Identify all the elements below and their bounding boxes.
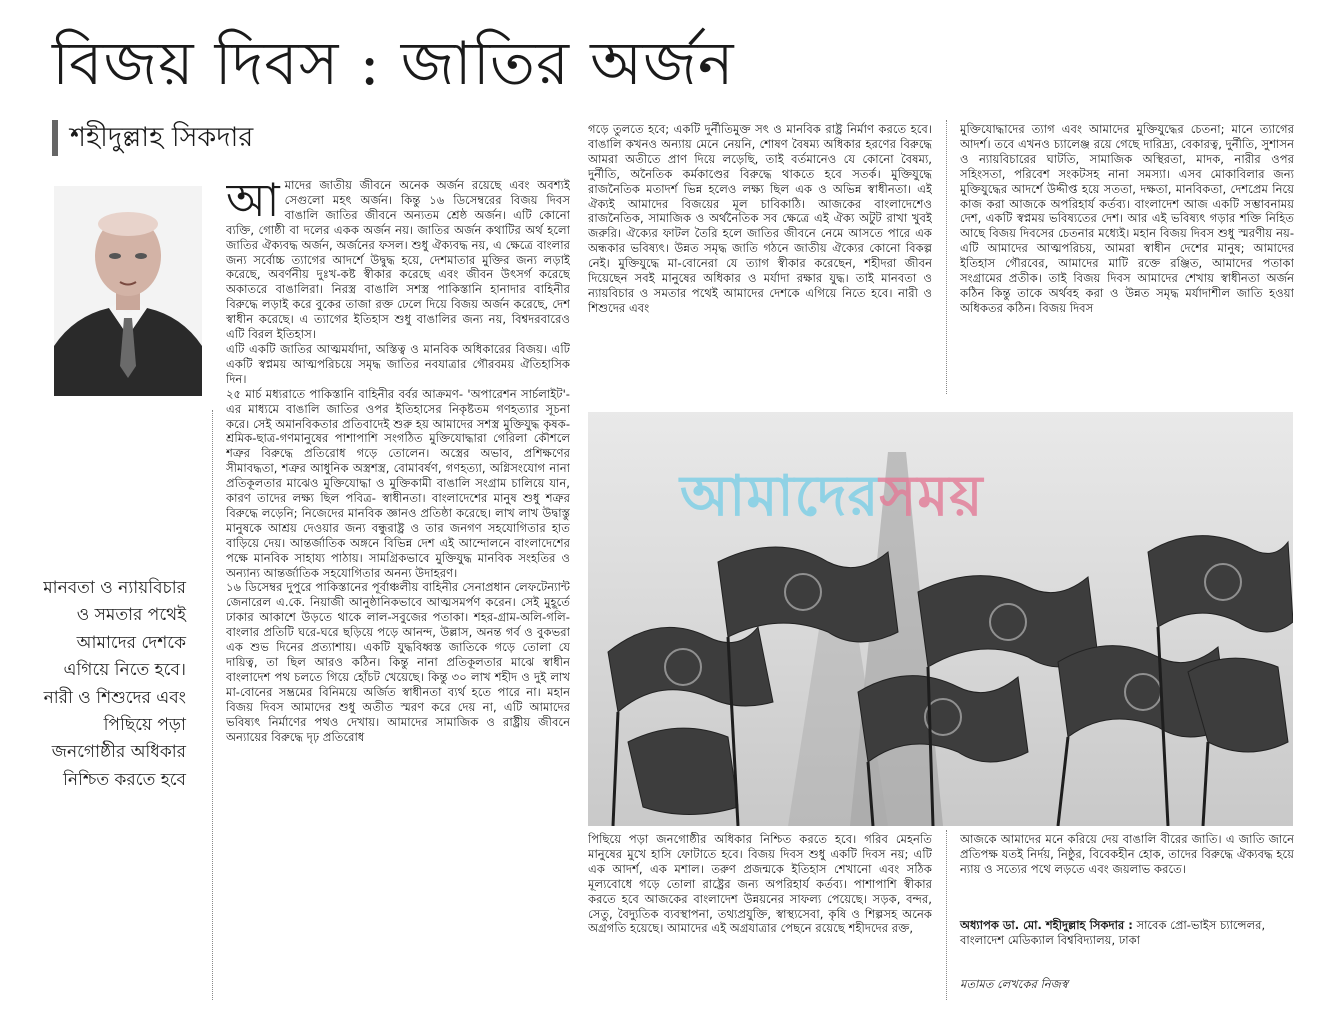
paragraph: ১৬ ডিসেম্বর দুপুরে পাকিস্তানের পূর্বাঞ্চলীয় বাহিনীর সেনাপ্রধান লেফটেন্যান্ট জেনারেল এ.কে. নিয়াজী আনুষ্ঠানিকভাবে আত্মসমর্পণ করেন। সেই মুহূর্তে ঢাকার আকাশে উড়তে থাকে লাল-সবুজের পতাকা। শহর-গ্রাম-অলি-গলি- বাংলার প্রতিটি ঘরে-ঘরে ছড়িয়ে পড়ে আনন্দ, উল্লাস, অনন্ত গর্ব ও বুকভরা এক শুভ দিনের প্রত্যাশায়। একটি যুদ্ধবিধ্বস্ত জাতিকে গড়ে তোলা যে দায়িত্ব, তা ছিল আরও কঠিন। কিন্তু নানা প্রতিকূলতার মাঝে স্বাধীন বাংলাদেশ পথ চলতে গিয়ে হোঁচট খেয়েছে। কিন্তু ৩০ লাখ শহীদ ও দুই লাখ মা-বোনের সম্ভ্রমের বিনিময়ে অর্জিত স্বাধীনতা ব্যর্থ হতে পারে না। মহান বিজয় দিবস আমাদের শুধু অতীত স্মরণ করে দেয় না, এটি আমাদের ভবিষ্যৎ নির্মাণের পথও দেখায়। আমাদের সামাজিক ও রাষ্ট্রীয় জীবনে অন্যায়ের বিরুদ্ধে দৃঢ় প্রতিরোধ <box>226 580 570 744</box>
byline: শহীদুল্লাহ সিকদার <box>52 120 253 156</box>
headline: বিজয় দিবস : জাতির অর্জন <box>52 29 735 99</box>
article-column-3-top <box>960 122 1294 390</box>
author-description: সাবেক প্রো-ভাইস চ্যান্সেলর, বাংলাদেশ মেডিক্যাল বিশ্ববিদ্যালয়, ঢাকা <box>960 918 1266 947</box>
column-divider <box>946 830 947 1000</box>
article-column-3-bottom <box>960 832 1294 896</box>
opinion-disclaimer: মতামত লেখকের নিজস্ব <box>960 977 1068 991</box>
paragraph: এটি একটি জাতির আত্মমর্যাদা, অস্তিত্ব ও মানবিক অধিকারের বিজয়। এটি একটি স্বপ্নময় আত্মপরিচয়ে সমৃদ্ধ জাতির নবযাত্রার গৌরবময় ঐতিহাসিক দিন। <box>226 341 570 386</box>
author-note <box>960 918 1294 948</box>
drop-cap: আ <box>226 178 280 227</box>
paragraph: আজকে আমাদের মনে করিয়ে দেয় বাঙালি বীরের জাতি। এ জাতি জানে প্রতিপক্ষ যতই নির্দয়, নিষ্ঠুর, বিবেকহীন হোক, তাদের বিরুদ্ধে ঐক্যবদ্ধ হয়ে ন্যায় ও সত্যের পথে লড়তে এবং জয়লাভ করতে। <box>960 832 1294 876</box>
paragraph: মাদের জাতীয় জীবনে অনেক অর্জন রয়েছে এবং অবশ্যই সেগুলো মহৎ অর্জন। কিন্তু ১৬ ডিসেম্বরের বিজয় দিবস বাঙালি জাতির জীবনে অন্যতম শ্রেষ্ঠ অর্জন। এটি কোনো ব্যক্তি, গোষ্ঠী বা দলের একক অর্জন নয়। জাতির অর্জন কথাটির অর্থ হলো জাতির ঐক্যবদ্ধ অর্জন, অর্জনের ফসল। শুধু ঐক্যবদ্ধ নয়, এ ক্ষেত্রে বাংলার জন্য সর্বোচ্চ ত্যাগের আদর্শে উদ্বুদ্ধ হয়ে, দেশমাতার মুক্তির জন্য লড়াই করেছে, অবর্ণনীয় দুঃখ-কষ্ট স্বীকার করেছে এবং জীবন উৎসর্গ করেছে অকাতরে বাঙালিরা। নিরস্ত্র বাঙালি সশস্ত্র পাকিস্তানি হানাদার বাহিনীর বিরুদ্ধে লড়াই করে বুকের তাজা রক্ত ঢেলে দিয়ে বিজয় অর্জন করেছে, দেশ স্বাধীন করেছে। এ ত্যাগের ইতিহাস শুধু বাঙালির জন্য নয়, বিশ্বদরবারেও এটি বিরল ইতিহাস। <box>226 178 570 342</box>
author-name: অধ্যাপক ডা. মো. শহীদুল্লাহ সিকদার : <box>960 918 1133 932</box>
paragraph: গড়ে তুলতে হবে; একটি দুর্নীতিমুক্ত সৎ ও মানবিক রাষ্ট্র নির্মাণ করতে হবে। বাঙালি কখনও অন্যায় মেনে নেয়নি, শোষণ বৈষম্য অধিকার হরণের বিরুদ্ধে আমরা অতীতে প্রাণ দিয়ে লড়েছি, তাই বর্তমানেও যে কোনো বৈষম্য, দুর্নীতি, অনৈতিক কর্মকাণ্ডের বিরুদ্ধে থাকতে হবে সতর্ক। মুক্তিযুদ্ধে রাজনৈতিক মতাদর্শ ভিন্ন হলেও লক্ষ্য ছিল এক ও অভিন্ন স্বাধীনতা। এই ঐক্যই আমাদের বিজয়ের মূল চাবিকাঠি। আজকের বাংলাদেশেও রাজনৈতিক, সামাজিক ও অর্থনৈতিক সব ক্ষেত্রে এই ঐক্য অটুট রাখা খুবই জরুরি। ঐক্যের ফাটল তৈরি হলে জাতির জীবনে নেমে আসতে পারে এক অন্ধকার ভবিষ্যৎ। উন্নত সমৃদ্ধ জাতি গঠনে জাতীয় ঐক্যের কোনো বিকল্প নেই। মুক্তিযুদ্ধে মা-বোনেরা যে ত্যাগ স্বীকার করেছেন, শহীদরা জীবন দিয়েছেন সবই মানুষের অধিকার ও মর্যাদা রক্ষার যুদ্ধ। তাই মানবতা ও ন্যায়বিচার ও সমতার পথেই আমাদের দেশকে এগিয়ে নিতে হবে। নারী ও শিশুদের এবং <box>588 122 932 315</box>
watermark-logo <box>680 462 983 532</box>
article-column-1 <box>226 178 570 1000</box>
author-photo <box>54 186 202 396</box>
pull-quote: মানবতা ও ন্যায়বিচার ও সমতার পথেই আমাদের দেশকে এগিয়ে নিতে হবে। নারী ও শিশুদের এবং পিছিয়ে পড়া জনগোষ্ঠীর অধিকার নিশ্চিত করতে হবে <box>43 578 186 790</box>
article-column-2-bottom <box>588 832 932 1000</box>
column-divider <box>946 120 947 394</box>
paragraph: মুক্তিযোদ্ধাদের ত্যাগ এবং আমাদের মুক্তিযুদ্ধের চেতনা; মানে ত্যাগের আদর্শ। তবে এখনও চ্যালেঞ্জ রয়ে গেছে দারিদ্র্য, বেকারত্ব, দুর্নীতি, সুশাসন ও ন্যায়বিচারের ঘাটতি, সামাজিক অস্থিরতা, মাদক, নারীর ওপর সহিংসতা, পরিবেশ সংকটসহ নানা সমস্যা। এসব মোকাবিলার জন্য মুক্তিযুদ্ধের আদর্শে উদ্দীপ্ত হয়ে সততা, দক্ষতা, মানবিকতা, দেশপ্রেম নিয়ে কাজ করা আজকে অপরিহার্য কর্তব্য। বাংলাদেশ আজ একটি সম্ভাবনাময় দেশ, একটি স্বপ্নময় ভবিষ্যতের দেশ। আর এই ভবিষ্যৎ গড়ার শক্তি নিহিত আছে বিজয় দিবসের চেতনার মধ্যেই। মহান বিজয় দিবস শুধু স্মরণীয় নয়- এটি আমাদের আত্মপরিচয়, আমরা স্বাধীন দেশের মানুষ; আমাদের ইতিহাস গৌরবের, আমাদের মাটি রক্তে রঞ্জিত, আমাদের পতাকা সংগ্রামের প্রতীক। তাই বিজয় দিবস আমাদের শেখায় স্বাধীনতা অর্জন কঠিন কিন্তু তাকে অর্থবহ করা ও উন্নত সমৃদ্ধ মর্যাদাশীল জাতি হওয়া অধিকতর কঠিন। বিজয় দিবস <box>960 122 1294 315</box>
article-column-2-top <box>588 122 932 390</box>
column-divider <box>212 410 213 1000</box>
watermark-part-1: আমাদের <box>680 464 880 529</box>
watermark-part-2: সময় <box>879 464 984 529</box>
paragraph: পিছিয়ে পড়া জনগোষ্ঠীর অধিকার নিশ্চিত করতে হবে। গরিব মেহনতি মানুষের মুখে হাসি ফোটাতে হবে। বিজয় দিবস শুধু একটি দিবস নয়; এটি এক আদর্শ, এক মশাল। তরুণ প্রজন্মকে ইতিহাস শেখানো এবং সঠিক মূল্যবোধে গড়ে তোলা রাষ্ট্রের জন্য অপরিহার্য কর্তব্য। পাশাপাশি স্বীকার করতে হবে আজকের বাংলাদেশ উন্নয়নের সাফল্য পেয়েছে। সড়ক, বন্দর, সেতু, বৈদ্যুতিক ব্যবস্থাপনা, তথ্যপ্রযুক্তি, স্বাস্থ্যসেবা, কৃষি ও শিল্পসহ অনেক অগ্রগতি হয়েছে। আমাদের এই অগ্রযাত্রার পেছনে রয়েছে শহীদদের রক্ত, <box>588 832 932 936</box>
paragraph: ২৫ মার্চ মধ্যরাতে পাকিস্তানি বাহিনীর বর্বর আক্রমণ- 'অপারেশন সার্চলাইট'-এর মাধ্যমে বাঙালি জাতির ওপর ইতিহাসের নিকৃষ্টতম গণহত্যার সূচনা করে। সেই অমানবিকতার প্রতিবাদেই শুরু হয় আমাদের সশস্ত্র মুক্তিযুদ্ধ কৃষক-শ্রমিক-ছাত্র-গণমানুষের পাশাপাশি সংগঠিত মুক্তিযোদ্ধারা গেরিলা কৌশলে শত্রুর বিরুদ্ধে প্রতিরোধ গড়ে তোলেন। অস্ত্রের অভাব, প্রশিক্ষণের সীমাবদ্ধতা, শত্রুর আধুনিক অস্ত্রশস্ত্র, বোমাবর্ষণ, গণহত্যা, অগ্নিসংযোগ নানা প্রতিকূলতার মাঝেও মুক্তিযোদ্ধা ও মুক্তিকামী বাঙালি সংগ্রাম চালিয়ে যান, কারণ তাদের লক্ষ্য ছিল পবিত্র- স্বাধীনতা। বাংলাদেশের মানুষ শুধু শত্রুর বিরুদ্ধে লড়েনি; নিজেদের মানবিক জ্ঞানও প্রতিষ্ঠা করেছে। লাখ লাখ উদ্বাস্তু মানুষকে আশ্রয় দেওয়ার জন্য বন্ধুরাষ্ট্র ও তার জনগণ সহযোগিতার হাত বাড়িয়ে দেয়। আন্তর্জাতিক অঙ্গনে বিভিন্ন দেশ এই আন্দোলনে বাংলাদেশের পক্ষে মানবিক সাহায্য পাঠায়। সামগ্রিকভাবে মুক্তিযুদ্ধ মানবিক সংহতির ও অন্যান্য আন্তর্জাতিক সহযোগিতার অনন্য উদাহরণ। <box>226 386 570 580</box>
